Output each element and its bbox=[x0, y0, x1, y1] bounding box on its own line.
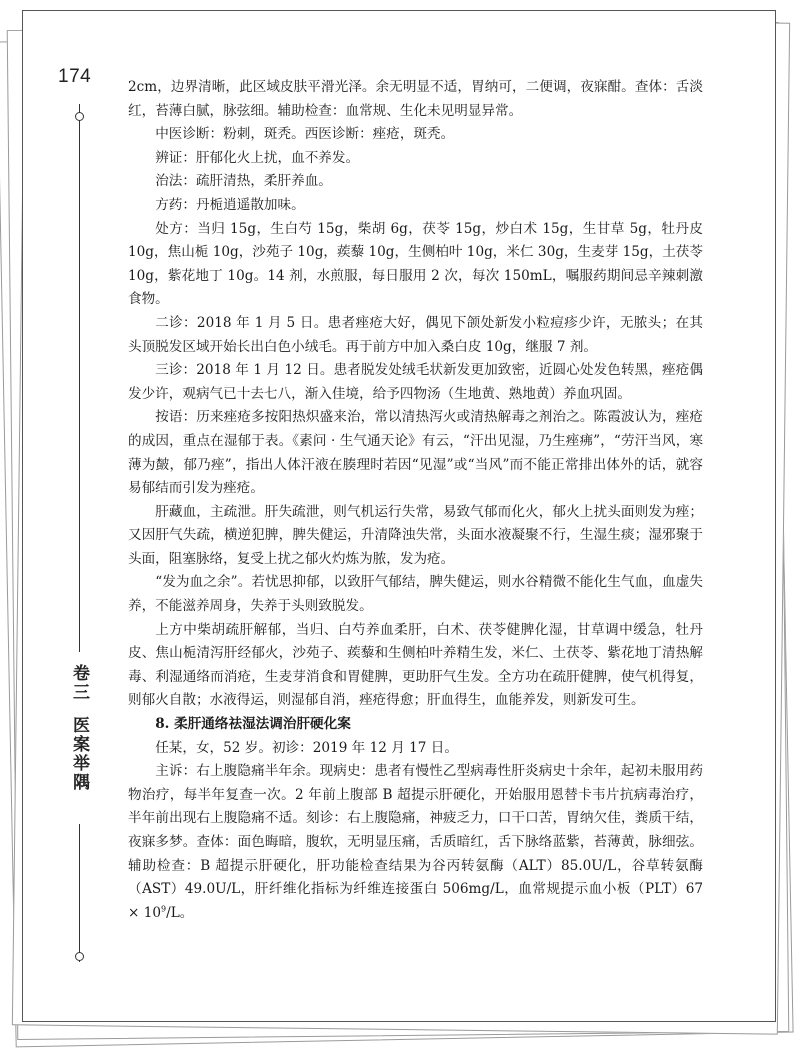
margin-rule-top bbox=[79, 104, 80, 652]
complaint-text: 主诉：右上腹隐痛半年余。现病史：患者有慢性乙型病毒性肝炎病史十余年，起初未服用药物治疗，每半年复查一次。2 年前上腹部 B 超提示肝硬化，开始服用恩替卡韦片抗病毒治疗，半年前出现右上腹隐痛不适。刻诊：右上腹隐痛，神疲乏力，口干口苦，胃纳欠佳，粪质干结，夜寐多梦。查体：面色晦暗，腹软，无明显压痛，舌质暗红，舌下脉络蓝紫，苔薄黄，脉细弦。辅助检查：B 超提示肝硬化，肝功能检查结果为谷丙转氨酶（ALT）85.0U/L，谷草转氨酶（AST）49.0U/L，肝纤维化指标为纤维连接蛋白 506mg/L，血常规提示血小板（PLT）67 × 10 bbox=[128, 763, 703, 921]
margin-rule-bottom bbox=[79, 824, 80, 962]
paragraph-third-visit: 三诊：2018 年 1 月 12 日。患者脱发处绒毛状新发更加致密，近圆心处发色转黑，痤疮偶发少许，观病气已十去七八，渐入佳境，给予四物汤（生地黄、熟地黄）养血巩固。 bbox=[128, 362, 703, 402]
section-side-label bbox=[68, 664, 92, 792]
paragraph-formula: 方药：丹栀逍遥散加味。 bbox=[155, 196, 305, 213]
paragraph-formula-analysis: 上方中柴胡疏肝解郁，当归、白芍养血柔肝，白术、茯苓健脾化湿，甘草调中缓急，牡丹皮、焦山栀清泻肝经郁火，沙苑子、蒺藜和生侧柏叶养精生发，米仁、土茯苓、紫花地丁清热解毒、利湿通络而消疮，生麦芽消食和胃健脾，更助肝气生发。全方功在疏肝健脾，使气机得复，则郁火自散；水液得运，则湿郁自消，痤疮得愈；肝血得生，血能养发，则新发可生。 bbox=[128, 621, 703, 709]
margin-rule-dot-top bbox=[75, 112, 84, 121]
unit-text: /L。 bbox=[166, 904, 194, 921]
paragraph-patient-info: 任某，女，52 岁。初诊：2019 年 12 月 17 日。 bbox=[155, 739, 458, 756]
volume-label: 卷三 bbox=[69, 664, 89, 702]
body-text bbox=[128, 76, 703, 925]
page-number: 174 bbox=[58, 66, 92, 87]
case-heading: 8. 柔肝通络祛湿法调治肝硬化案 bbox=[155, 716, 351, 733]
paragraph-hair-blood: “发为血之余”。若忧思抑郁，以致肝气郁结，脾失健运，则水谷精微不能化生气血，血虚失养，不能滋养周身，失养于头则致脱发。 bbox=[128, 574, 703, 615]
paragraph-syndrome: 辨证：肝郁化火上扰，血不养发。 bbox=[155, 149, 360, 166]
margin-rule-dot-bottom bbox=[75, 952, 84, 961]
paragraph-exam-continued: 2cm，边界清晰，此区域皮肤平滑光泽。余无明显不适，胃纳可，二便调，夜寐酣。查体：舌淡红，苔薄白腻，脉弦细。辅助检查：血常规、生化未见明显异常。 bbox=[128, 79, 703, 119]
paragraph-diagnosis: 中医诊断：粉刺，斑秃。西医诊断：痤疮，斑秃。 bbox=[155, 126, 455, 143]
paragraph-treatment-method: 治法：疏肝清热，柔肝养血。 bbox=[155, 173, 332, 190]
paragraph-liver-analysis: 肝藏血，主疏泄。肝失疏泄，则气机运行失常，易致气郁而化火，郁火上扰头面则发为痤；又因肝气失疏，横逆犯脾，脾失健运，升清降浊失常，头面水液凝聚不行，生湿生痰；湿邪聚于头面，阻塞脉络，复受上扰之郁火灼炼为脓，发为疮。 bbox=[128, 503, 703, 567]
paragraph-prescription: 处方：当归 15g，生白芍 15g，柴胡 6g，茯苓 15g，炒白术 15g，生甘草 5g，牡丹皮 10g，焦山栀 10g，沙苑子 10g，蒺藜 10g，生侧柏叶 10g，米仁 30g，生麦芽 15g，土茯苓 10g，紫花地丁 10g。14 剂，水煎服，每日服用 2 次，每次 150mL，嘱服药期间忌辛辣刺激食物。 bbox=[128, 220, 703, 308]
section-label: 医案举隅 bbox=[69, 716, 89, 792]
paragraph-second-visit: 二诊：2018 年 1 月 5 日。患者痤疮大好，偶见下颌处新发小粒痘疹少许，无脓头；在其头顶脱发区域开始长出白色小绒毛。再于前方中加入桑白皮 10g，继服 7 剂。 bbox=[128, 314, 703, 355]
paragraph-commentary: 按语：历来痤疮多按阳热炽盛来治，常以清热泻火或清热解毒之剂治之。陈霞波认为，痤疮的成因，重点在湿郁于表。《素问 · 生气通天论》有云，“汗出见湿，乃生痤疿”，“劳汗当风，寒薄为皶，郁乃痤”，指出人体汗液在腠理时若因“见湿”或“当风”而不能正常排出体外的话，就容易郁结而引发为痤疮。 bbox=[128, 409, 703, 497]
paragraph-chief-complaint bbox=[128, 760, 703, 925]
exponent: 9 bbox=[161, 904, 167, 914]
